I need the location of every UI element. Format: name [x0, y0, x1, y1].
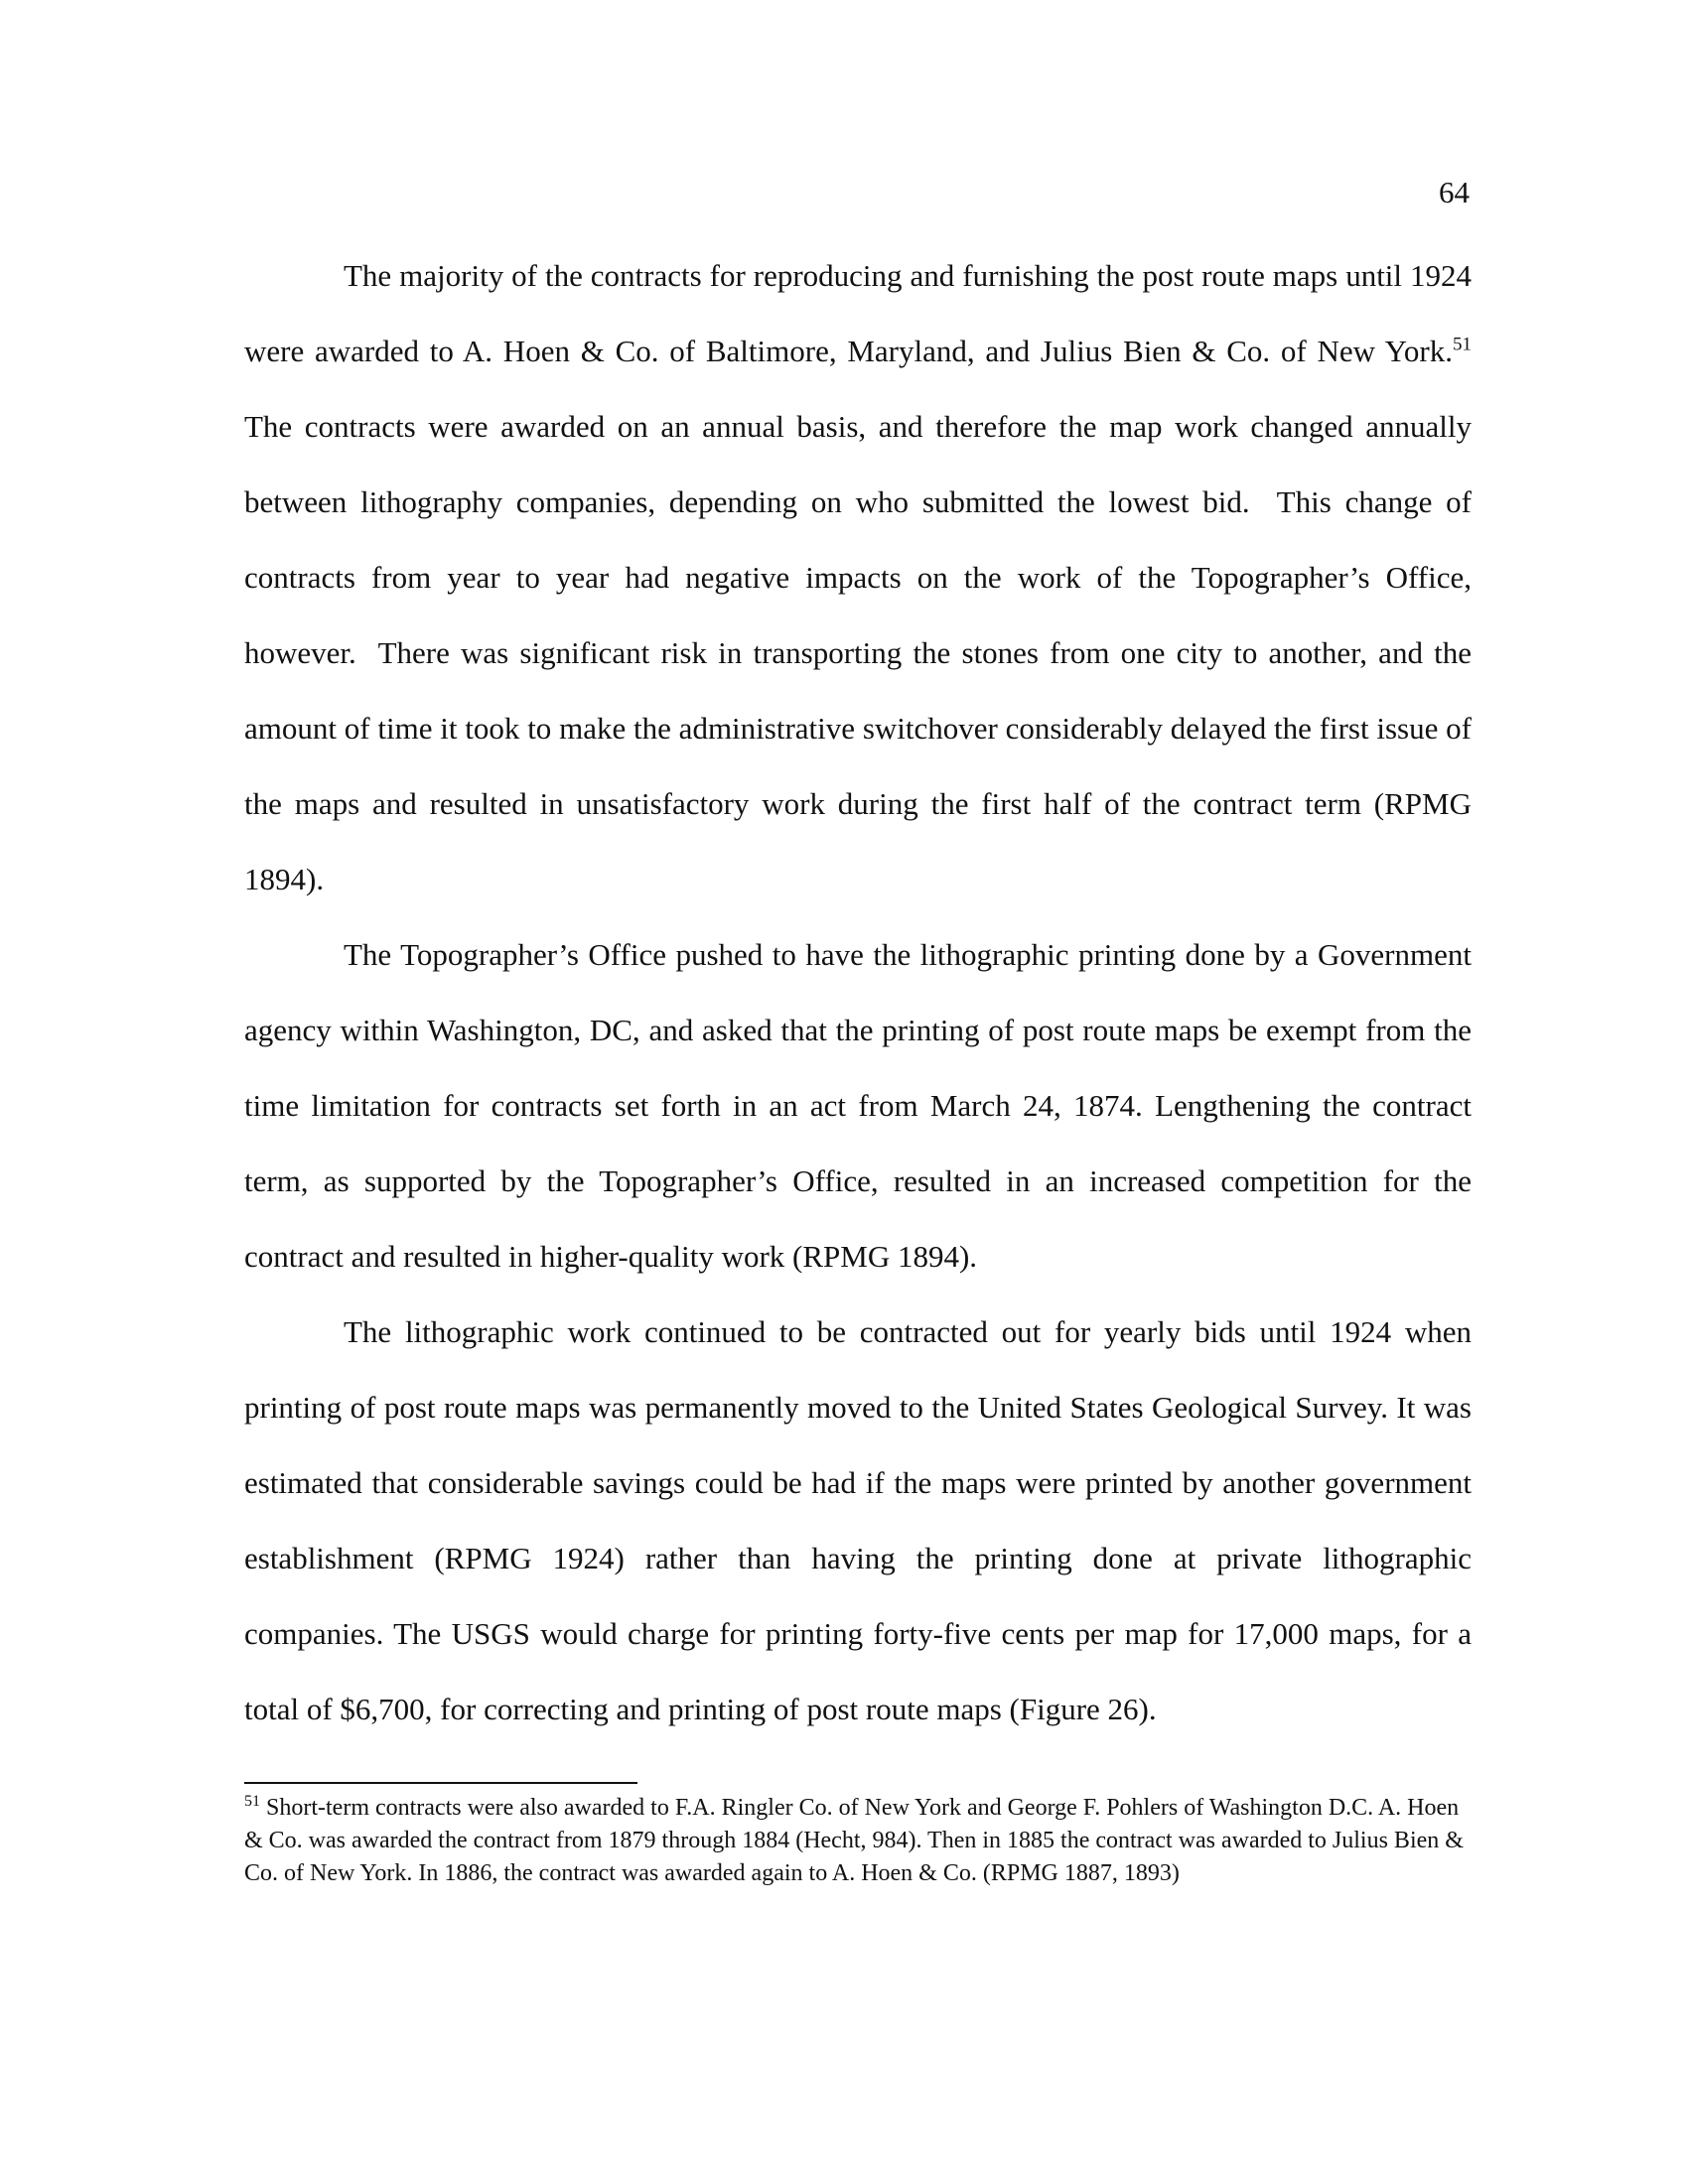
footnote-text: Short-term contracts were also awarded to F.A. Ringler Co. of New York and George F. Pohlers of Washington D.C. A. Hoen & Co. was awarded the contract from 1879 through 1884 (Hecht, 984). Then in 1885 the contract was awarded to Julius Bien & Co. of New York. In 1886, the contract was awarded again to A. Hoen & Co. (RPMG 1887, 1893): [244, 1795, 1464, 1886]
footnote-number: 51: [244, 1793, 260, 1810]
footnote: [244, 1792, 1472, 1890]
paragraph-1-text-b: The contracts were awarded on an annual basis, and therefore the map work changed annually between lithography companies, depending on who submitted the lowest bid. This change of contracts from year to year had negative impacts on the work of the Topographer’s Office, however. There was significant risk in transporting the stones from one city to another, and the amount of time it took to make the administrative switchover considerably delayed the first issue of the maps and resulted in unsatisfactory work during the first half of the contract term (RPMG 1894).: [244, 334, 1486, 896]
paragraph-1: [244, 238, 1486, 917]
body-text: [244, 238, 1486, 1747]
page-number: 64: [1439, 175, 1470, 209]
paragraph-1-text-a: The majority of the contracts for reproducing and furnishing the post route maps until 1924 were awarded to A. Hoen & Co. of Baltimore, Maryland, and Julius Bien & Co. of New York.: [244, 258, 1472, 368]
footnote-reference[interactable]: 51: [1453, 334, 1472, 355]
paragraph-3: The lithographic work continued to be contracted out for yearly bids until 1924 when printing of post route maps was permanently moved to the United States Geological Survey. It was estimated that considerable savings could be had if the maps were printed by another government establishment (RPMG 1924) rather than having the printing done at private lithographic companies. The USGS would charge for printing forty-five cents per map for 17,000 maps, for a total of $6,700, for correcting and printing of post route maps (Figure 26).: [244, 1314, 1472, 1726]
footnote-divider: [244, 1782, 637, 1784]
paragraph-2: The Topographer’s Office pushed to have the lithographic printing done by a Government agency within Washington, DC, and asked that the printing of post route maps be exempt from the time limitation for contracts set forth in an act from March 24, 1874. Lengthening the contract term, as supported by the Topographer’s Office, resulted in an increased competition for the contract and resulted in higher-quality work (RPMG 1894).: [244, 937, 1472, 1274]
